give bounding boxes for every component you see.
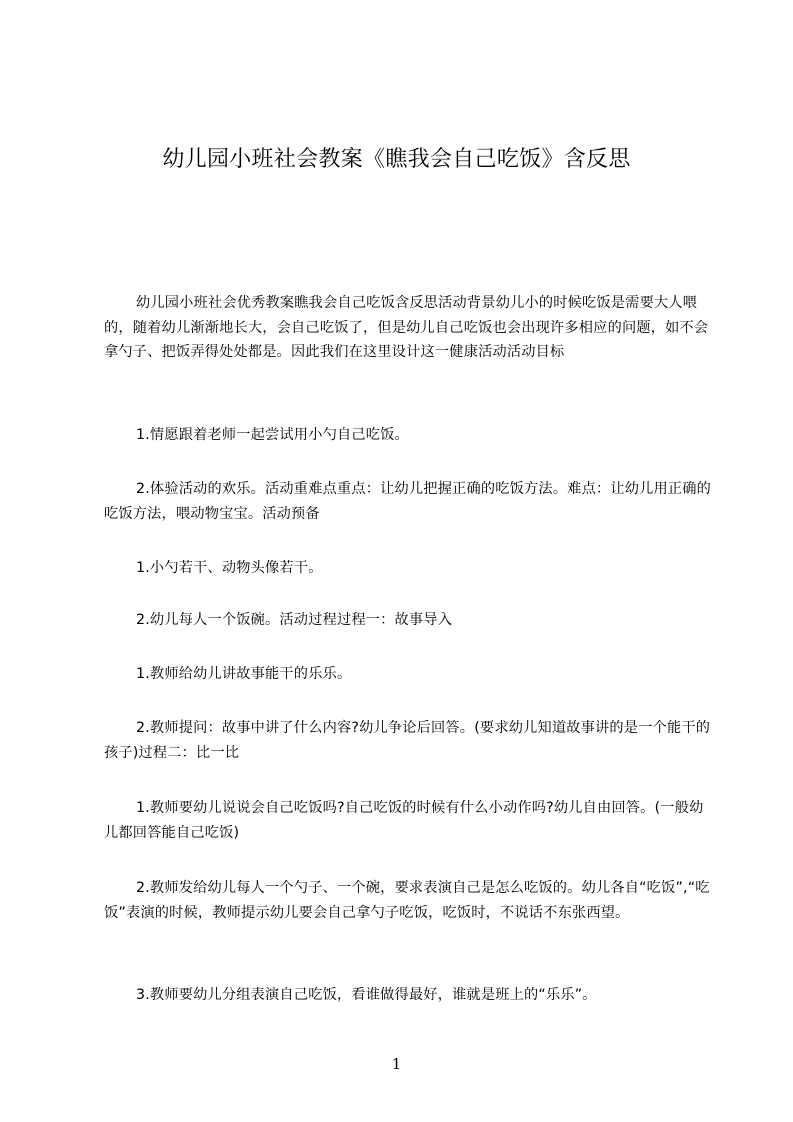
paragraph-compare-2: 2.教师发给幼儿每人一个勺子、一个碗，要求表演自己是怎么吃饭的。幼儿各自“吃饭”,“吃饭”表演的时候，教师提示幼儿要会自己拿勺子吃饭，吃饭时，不说话不东张西望。 — [104, 880, 710, 921]
paragraph-compare-3: 3.教师要幼儿分组表演自己吃饭，看谁做得最好，谁就是班上的“乐乐”。 — [136, 987, 597, 1003]
paragraph-goal-2: 2.体验活动的欢乐。活动重难点重点：让幼儿把握正确的吃饭方法。难点：让幼儿用正确的吃饭方法，喂动物宝宝。活动预备 — [104, 481, 712, 522]
document-title: 幼儿园小班社会教案《瞧我会自己吃饭》含反思 — [162, 147, 631, 172]
paragraph-process-1: 1.教师给幼儿讲故事能干的乐乐。 — [136, 666, 352, 682]
page-number: 1 — [391, 1055, 402, 1073]
paragraph-background: 幼儿园小班社会优秀教案瞧我会自己吃饭含反思活动背景幼儿小的时候吃饭是需要大人喂的，随着幼儿渐渐地长大，会自己吃饭了，但是幼儿自己吃饭也会出现许多相应的问题，如不会拿勺子、把饭弄得处处都是。因此我们在这里设计这一健康活动活动目标 — [104, 295, 709, 360]
paragraph-compare-1: 1.教师要幼儿说说会自己吃饭吗?自己吃饭的时候有什么小动作吗?幼儿自由回答。(一般幼儿都回答能自己吃饭) — [104, 800, 704, 841]
paragraph-goal-1: 1.情愿跟着老师一起尝试用小勺自己吃饭。 — [136, 427, 409, 443]
paragraph-prep-1: 1.小勺若干、动物头像若干。 — [136, 560, 323, 576]
paragraph-process-2: 2.教师提问：故事中讲了什么内容?幼儿争论后回答。(要求幼儿知道故事讲的是一个能干的孩子)过程二：比一比 — [104, 720, 711, 761]
paragraph-prep-2: 2.幼儿每人一个饭碗。活动过程过程一：故事导入 — [136, 612, 453, 628]
